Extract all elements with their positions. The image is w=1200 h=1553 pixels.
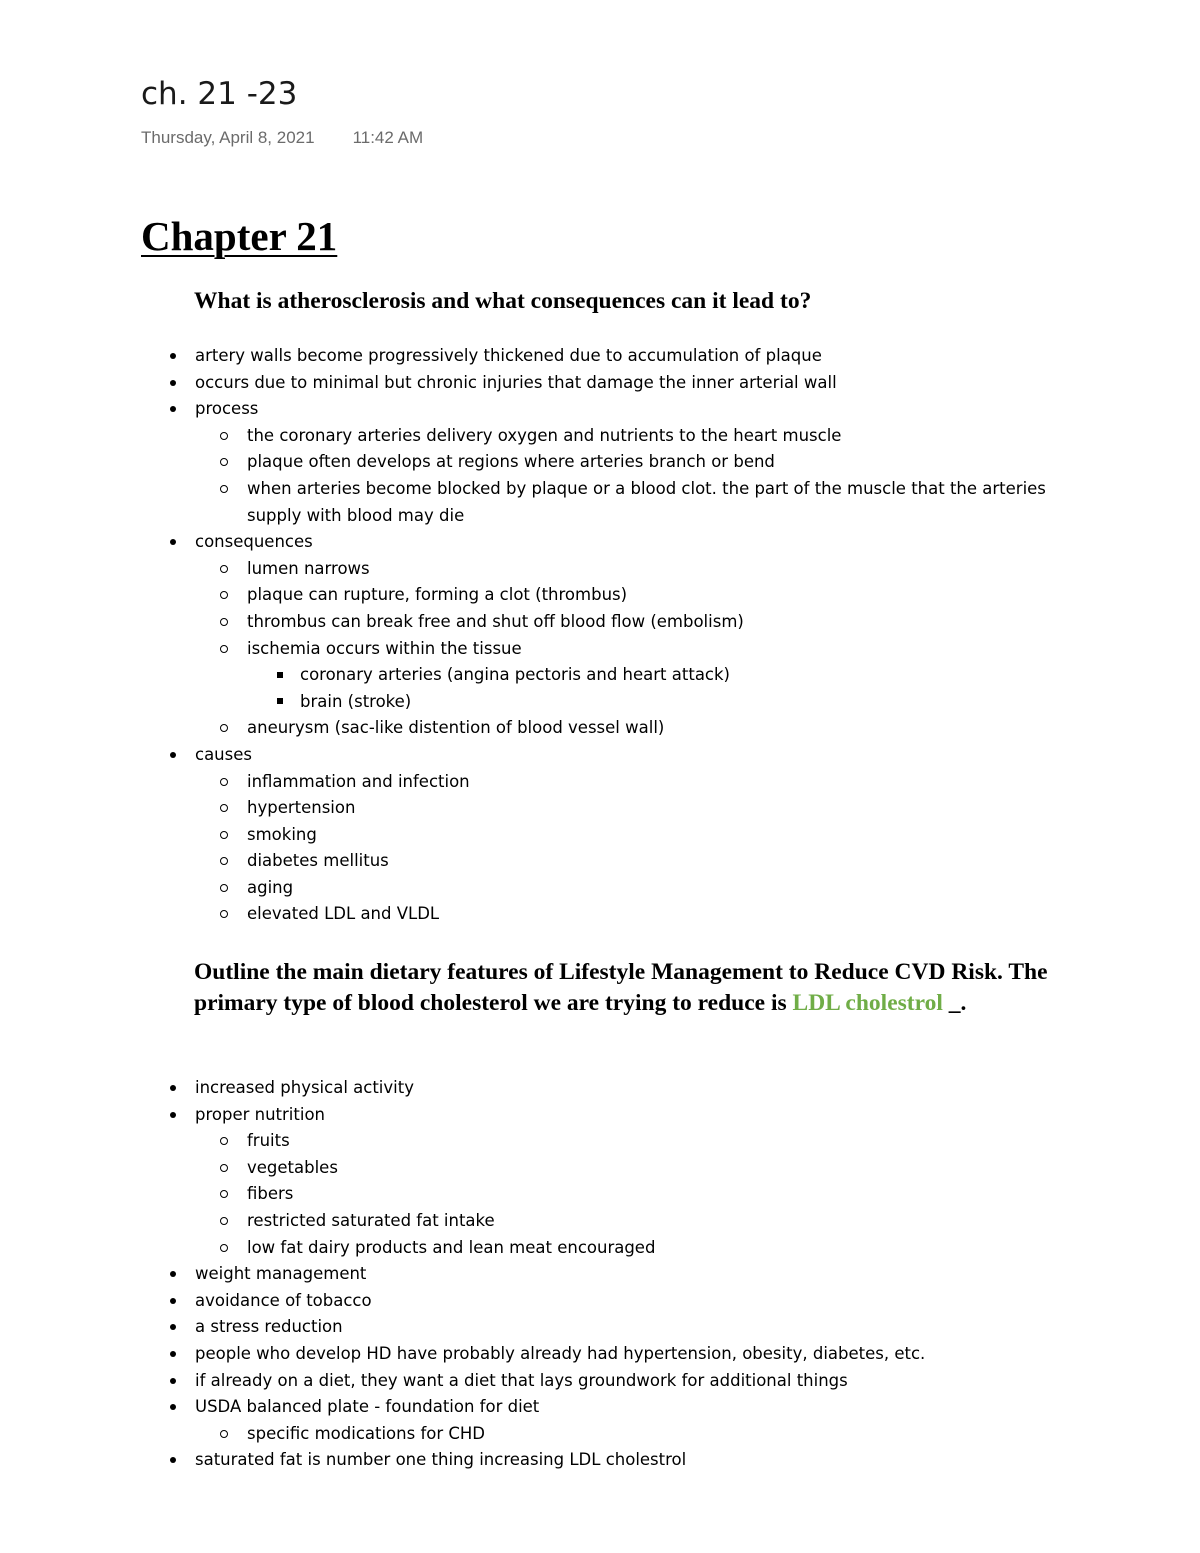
list-item (0, 1235, 1200, 1262)
list-item-text: avoidance of tobacco (195, 1290, 372, 1310)
list-item (0, 1128, 1200, 1155)
list-item (0, 609, 1200, 636)
page-time: 11:42 AM (352, 128, 424, 147)
list-item-text: causes (195, 744, 252, 764)
list-item (0, 875, 1200, 902)
list-item (0, 1314, 1200, 1341)
list-item (0, 848, 1200, 875)
page-title: ch. 21 -23 (141, 76, 298, 112)
list-item (0, 1102, 1200, 1129)
bullet-circle-icon (220, 645, 228, 653)
list-item-text: increased physical activity (195, 1078, 414, 1097)
list-item-text: a stress reduction (195, 1317, 343, 1337)
bullet-circle-icon (220, 1430, 228, 1438)
bullet-circle-icon (220, 778, 228, 786)
list-item (0, 1288, 1200, 1315)
list-item (0, 715, 1200, 742)
bullet-dot-icon (170, 353, 176, 359)
bullet-dot-icon (170, 1324, 176, 1330)
list-item (0, 1181, 1200, 1208)
list-item-text: specific modications for CHD (247, 1423, 486, 1443)
list-item-text: if already on a diet, they want a diet that lays groundwork for additional things (195, 1370, 848, 1390)
page-date: Thursday, April 8, 2021 (141, 128, 315, 147)
list-item-text: elevated LDL and VLDL (247, 904, 440, 924)
list-item (0, 556, 1200, 583)
list-item-text: USDA balanced plate - foundation for diet (195, 1397, 540, 1417)
list-item-text: brain (stroke) (300, 691, 412, 711)
list-item-text: occurs due to minimal but chronic injuries that damage the inner arterial wall (195, 372, 837, 392)
list-item-text: vegetables (247, 1157, 338, 1177)
bullet-dot-icon (170, 752, 176, 758)
list-item (0, 901, 1200, 928)
list-item (0, 343, 1200, 370)
bullet-dot-icon (170, 539, 176, 545)
bullet-circle-icon (220, 884, 228, 892)
bullet-dot-icon (170, 1457, 176, 1463)
bullet-circle-icon (220, 485, 228, 493)
bullet-circle-icon (220, 618, 228, 626)
bullet-circle-icon (220, 1244, 228, 1252)
bullet-dot-icon (170, 1378, 176, 1384)
list-item (0, 742, 1200, 769)
bullet-circle-icon (220, 591, 228, 599)
list-item (0, 1075, 1200, 1102)
list-item (0, 636, 1200, 663)
bullet-circle-icon (220, 1190, 228, 1198)
list-item-text: inflammation and infection (247, 771, 470, 791)
list-item-text: process (195, 399, 259, 419)
question-text: Outline the main dietary features of Lifestyle Management to Reduce CVD Risk. The primary type of blood cholesterol we are trying to reduce is (194, 959, 1048, 1016)
bullet-circle-icon (220, 831, 228, 839)
list-item (0, 449, 1200, 476)
lifestyle-notes (0, 1075, 1200, 1474)
list-item (0, 370, 1200, 397)
list-item (0, 529, 1200, 556)
list-item (0, 582, 1200, 609)
bullet-circle-icon (220, 1164, 228, 1172)
list-item (0, 1447, 1200, 1474)
question-lifestyle-management (194, 957, 1074, 1019)
list-item (0, 1261, 1200, 1288)
list-item-text: fibers (247, 1184, 294, 1204)
page-meta (141, 126, 423, 150)
list-item-text: proper nutrition (195, 1104, 326, 1124)
list-item (0, 662, 1200, 689)
bullet-dot-icon (170, 406, 176, 412)
list-item-text: artery walls become progressively thickened due to accumulation of plaque (195, 346, 822, 365)
list-item (0, 476, 1067, 529)
list-item-text: saturated fat is number one thing increasing LDL cholestrol (195, 1450, 687, 1470)
atherosclerosis-notes (0, 343, 1200, 928)
bullet-dot-icon (170, 380, 176, 386)
bullet-circle-icon (220, 458, 228, 466)
bullet-square-icon (277, 698, 283, 704)
list-item (0, 1368, 1200, 1395)
list-item-text: aging (247, 877, 294, 897)
list-item-text: ischemia occurs within the tissue (247, 638, 522, 658)
bullet-circle-icon (220, 1217, 228, 1225)
bullet-circle-icon (220, 804, 228, 812)
list-item (0, 396, 1200, 423)
list-item-text: fruits (247, 1131, 290, 1151)
bullet-circle-icon (220, 910, 228, 918)
list-item (0, 423, 1200, 450)
list-item-text: thrombus can break free and shut off blood flow (embolism) (247, 611, 744, 631)
list-item-text: when arteries become blocked by plaque or a blood clot. the part of the muscle that the arteries supply with blood may die (247, 478, 1046, 525)
bullet-circle-icon (220, 724, 228, 732)
bullet-dot-icon (170, 1271, 176, 1277)
bullet-circle-icon (220, 1137, 228, 1145)
bullet-dot-icon (170, 1404, 176, 1410)
list-item-text: coronary arteries (angina pectoris and heart attack) (300, 665, 730, 685)
bullet-square-icon (277, 672, 283, 678)
list-item (0, 1341, 1200, 1368)
list-item-text: lumen narrows (247, 558, 370, 578)
list-item-text: people who develop HD have probably already had hypertension, obesity, diabetes, etc. (195, 1343, 926, 1363)
list-item-text: hypertension (247, 798, 356, 818)
list-item-text: the coronary arteries delivery oxygen and nutrients to the heart muscle (247, 425, 842, 445)
list-item-text: aneurysm (sac-like distention of blood vessel wall) (247, 718, 665, 738)
bullet-dot-icon (170, 1085, 176, 1091)
list-item-text: weight management (195, 1264, 367, 1284)
bullet-circle-icon (220, 432, 228, 440)
list-item-text: plaque can rupture, forming a clot (thrombus) (247, 585, 628, 605)
list-item (0, 1155, 1200, 1182)
list-item-text: restricted saturated fat intake (247, 1210, 495, 1230)
list-item (0, 1421, 1200, 1448)
list-item-text: smoking (247, 824, 317, 844)
list-item (0, 769, 1200, 796)
list-item (0, 1208, 1200, 1235)
list-item-text: consequences (195, 532, 313, 552)
list-item-text: plaque often develops at regions where arteries branch or bend (247, 452, 775, 472)
bullet-dot-icon (170, 1298, 176, 1304)
list-item (0, 689, 1200, 716)
list-item (0, 822, 1200, 849)
list-item-text: diabetes mellitus (247, 851, 389, 871)
chapter-heading: Chapter 21 (141, 213, 338, 259)
bullet-dot-icon (170, 1112, 176, 1118)
question-blank: _. (942, 990, 967, 1016)
answer-highlight: LDL cholestrol (792, 990, 943, 1016)
list-item (0, 1394, 1200, 1421)
bullet-dot-icon (170, 1351, 176, 1357)
bullet-circle-icon (220, 857, 228, 865)
list-item (0, 795, 1200, 822)
question-atherosclerosis: What is atherosclerosis and what consequences can it lead to? (194, 288, 812, 314)
list-item-text: low fat dairy products and lean meat encouraged (247, 1237, 656, 1257)
bullet-circle-icon (220, 565, 228, 573)
